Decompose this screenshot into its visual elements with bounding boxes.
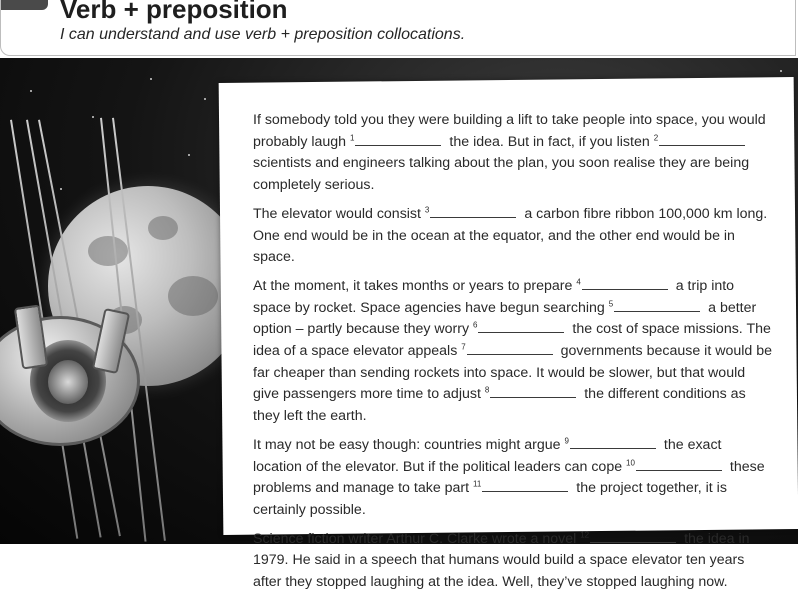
paragraph-1	[253, 110, 773, 197]
gap-number: 8	[484, 385, 490, 395]
passage-text-segment: At the moment, it takes months or years to prepare	[253, 277, 577, 294]
gap-number: 2	[653, 132, 659, 142]
paragraph-5	[253, 529, 773, 594]
star	[204, 98, 206, 100]
star	[188, 154, 190, 156]
gap-blank-9[interactable]	[570, 436, 656, 449]
passage-text	[253, 110, 773, 601]
paragraph-4	[253, 435, 773, 522]
passage-text-segment: Science fiction writer Arthur C. Clarke wrote a novel	[253, 530, 581, 547]
gap-number: 1	[350, 132, 355, 142]
capsule-lens	[48, 360, 88, 404]
gap-number: 5	[608, 298, 614, 308]
star	[30, 90, 32, 92]
star	[60, 188, 62, 190]
gap-blank-4[interactable]	[582, 277, 668, 290]
passage-text-segment: scientists and engineers talking about the plan, you soon realise they are being completely serious.	[253, 155, 750, 194]
passage-text-segment: a trip into space by rocket. Space agencies have begun searching	[253, 277, 735, 316]
gap-blank-6[interactable]	[478, 320, 564, 333]
lesson-title: Verb + preposition	[60, 0, 288, 24]
gap-blank-5[interactable]	[614, 299, 700, 312]
lesson-subtitle: I can understand and use verb + preposition collocations.	[60, 26, 466, 43]
gap-number: 3	[424, 205, 430, 215]
gap-number: 10	[626, 457, 635, 467]
lesson-header	[0, 0, 798, 58]
passage-text-segment: the idea in 1979. He said in a speech that humans would build a space elevator ten years after they stopped laughing at the idea. Well, they’ve stopped laughing now.	[253, 530, 750, 591]
passage-text-segment: a better option – partly because they worry	[253, 299, 757, 338]
passage-text-segment: The elevator would consist	[253, 205, 425, 222]
gap-number: 11	[473, 479, 482, 489]
gap-blank-11[interactable]	[482, 479, 568, 492]
passage-text-segment: the project together, it is certainly possible.	[253, 480, 727, 518]
gap-blank-10[interactable]	[636, 458, 722, 471]
passage-text-segment: governments because it would be far cheaper than sending rockets into space. It would be slower, but that would give passengers more time to adjust	[253, 343, 772, 403]
gap-blank-7[interactable]	[467, 342, 553, 355]
gap-blank-8[interactable]	[490, 385, 576, 398]
passage-text-segment: the cost of space missions. The idea of a space elevator appeals	[253, 321, 771, 360]
gap-blank-3[interactable]	[430, 205, 516, 218]
passage-text-segment: the different conditions as they left the earth.	[253, 386, 746, 425]
passage-text-segment: It may not be easy though: countries might argue	[253, 436, 565, 453]
gap-number: 12	[580, 529, 590, 539]
star	[150, 78, 152, 80]
gap-blank-2[interactable]	[659, 133, 745, 146]
paragraph-3	[253, 276, 773, 428]
star	[92, 116, 94, 118]
passage-text-segment: a carbon fibre ribbon 100,000 km long. One end would be in the ocean at the equator, and the other end would be in space.	[253, 205, 768, 266]
star	[780, 70, 782, 72]
gap-number: 6	[473, 320, 478, 330]
gap-blank-12[interactable]	[590, 530, 676, 543]
gap-number: 4	[576, 277, 581, 287]
passage-text-segment: these problems and manage to take part	[253, 458, 765, 497]
paragraph-2	[253, 204, 773, 269]
gap-number: 9	[564, 436, 569, 446]
passage-text-segment: the exact location of the elevator. But if the political leaders can cope	[253, 436, 722, 475]
passage-text-segment: If somebody told you they were building a lift to take people into space, you would probably laugh	[253, 112, 766, 150]
gap-blank-1[interactable]	[355, 133, 441, 146]
gap-number: 7	[461, 342, 466, 352]
passage-text-segment: the idea. But in fact, if you listen	[445, 133, 654, 150]
